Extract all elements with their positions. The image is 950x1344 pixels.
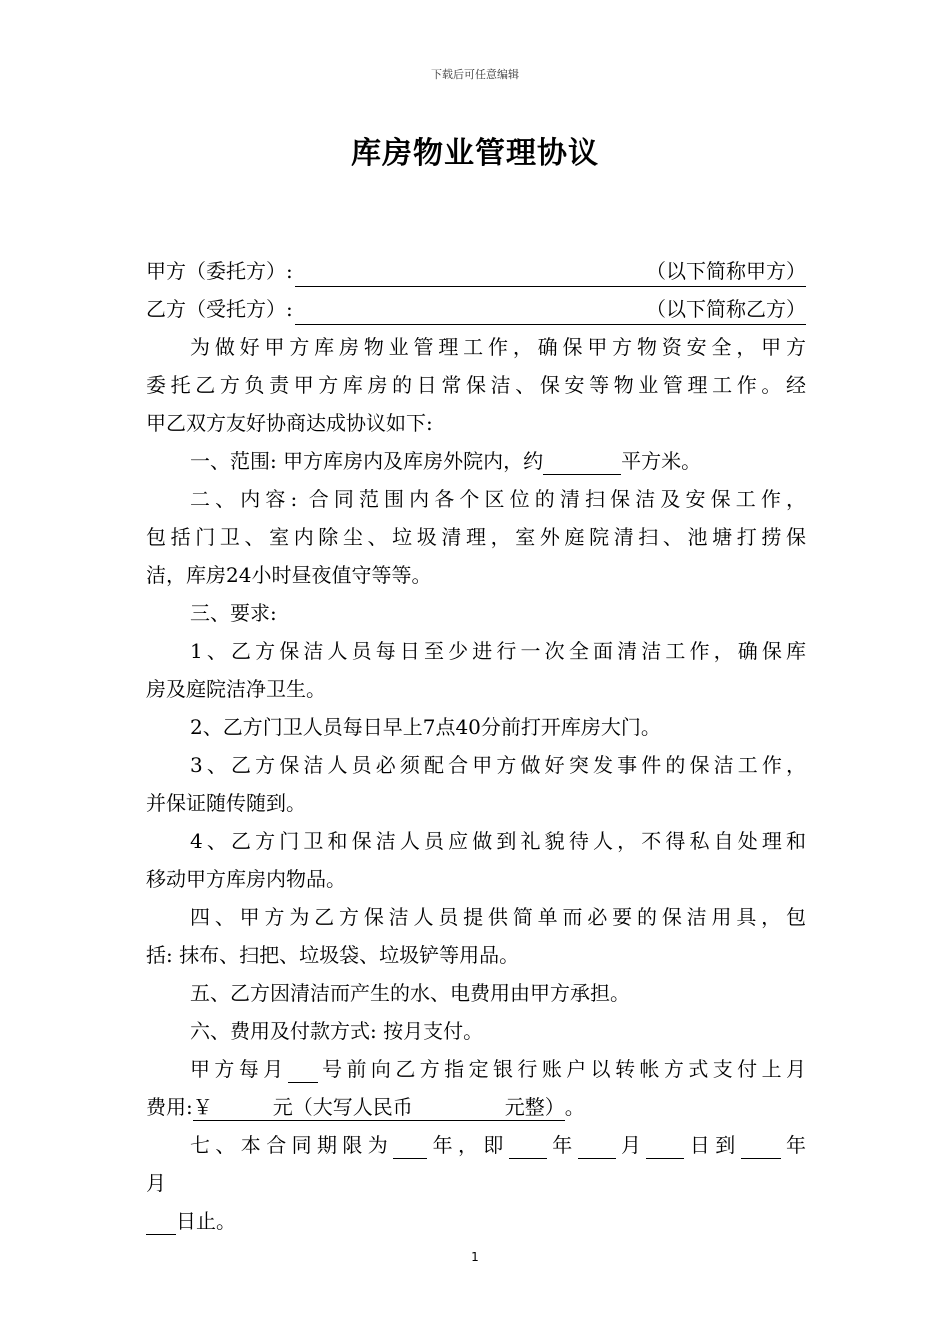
item-5-line: 五、乙方因清洁而产生的水、电费用由甲方承担。 bbox=[190, 981, 630, 1005]
document-title: 库房物业管理协议 bbox=[351, 136, 599, 171]
requirement-4-line: 移动甲方库房内物品。 bbox=[146, 867, 346, 891]
start-month-blank[interactable] bbox=[578, 1132, 616, 1159]
item-4-line: 括: 抹布、扫把、垃圾袋、垃圾铲等用品。 bbox=[146, 943, 520, 967]
item-4-line: 四、甲方为乙方保洁人员提供简单而必要的保洁用具，包 bbox=[190, 905, 806, 929]
requirement-4-line: 4、乙方门卫和保洁人员应做到礼貌待人，不得私自处理和 bbox=[190, 829, 806, 853]
term-years-blank[interactable] bbox=[393, 1132, 427, 1159]
term-t5: 日到 bbox=[684, 1133, 741, 1157]
party-a-label: 甲方（委托方）: bbox=[146, 259, 293, 283]
intro-line: 甲乙双方友好协商达成协议如下: bbox=[146, 411, 433, 435]
area-blank[interactable] bbox=[543, 448, 621, 475]
fee-line bbox=[146, 1088, 806, 1126]
item-6-line: 六、费用及付款方式: 按月支付。 bbox=[190, 1019, 484, 1043]
party-b-suffix: （以下简称乙方） bbox=[646, 297, 806, 321]
content-line: 包括门卫、室内除尘、垃圾清理，室外庭院清扫、池塘打捞保 bbox=[146, 525, 806, 549]
fee-yuan: 元（大写人民币 bbox=[272, 1095, 413, 1119]
start-day-blank[interactable] bbox=[646, 1132, 684, 1159]
end-year-blank[interactable] bbox=[741, 1132, 781, 1159]
term-t4: 月 bbox=[615, 1133, 647, 1157]
requirement-1-line: 房及庭院洁净卫生。 bbox=[146, 677, 326, 701]
term-t6: 年 bbox=[780, 1133, 807, 1157]
scope-pre: 一、范围: 甲方库房内及库房外院内，约 bbox=[190, 449, 544, 473]
fee-currency: ￥ bbox=[192, 1095, 213, 1119]
page-header: 下载后可任意编辑 bbox=[431, 68, 519, 81]
requirement-3-line: 3、乙方保洁人员必须配合甲方做好突发事件的保洁工作， bbox=[190, 753, 806, 777]
requirements-title: 三、要求: bbox=[190, 601, 277, 625]
party-a-line bbox=[146, 252, 806, 290]
requirement-1-line: 1、乙方保洁人员每日至少进行一次全面清洁工作，确保库 bbox=[190, 639, 806, 663]
start-year-blank[interactable] bbox=[509, 1132, 547, 1159]
term-t1: 七、本合同期限为 bbox=[190, 1133, 394, 1157]
term-line bbox=[146, 1126, 806, 1164]
payment-day-blank[interactable] bbox=[288, 1056, 318, 1083]
content-line: 二、内容: 合同范围内各个区位的清扫保洁及安保工作， bbox=[190, 487, 806, 511]
term-line: 月 bbox=[146, 1171, 166, 1195]
payment-post: 号前向乙方指定银行账户以转帐方式支付上月 bbox=[317, 1057, 807, 1081]
fee-yuan-full: 元整） bbox=[504, 1095, 565, 1119]
term-t2: 年，即 bbox=[427, 1133, 509, 1157]
party-b-field[interactable] bbox=[295, 294, 806, 325]
scope-line bbox=[146, 442, 806, 480]
fee-label: 费用: bbox=[146, 1095, 193, 1119]
term-t8: 日止。 bbox=[176, 1209, 236, 1233]
party-a-suffix: （以下简称甲方） bbox=[646, 259, 806, 283]
payment-pre: 甲方每月 bbox=[190, 1057, 288, 1081]
fee-field[interactable] bbox=[193, 1094, 565, 1121]
requirement-2-line: 2、乙方门卫人员每日早上7点40分前打开库房大门。 bbox=[190, 715, 661, 739]
payment-line bbox=[146, 1050, 806, 1088]
intro-line: 为做好甲方库房物业管理工作，确保甲方物资安全，甲方 bbox=[190, 335, 806, 359]
party-b-label: 乙方（受托方）: bbox=[146, 297, 293, 321]
content-line: 洁，库房24小时昼夜值守等等。 bbox=[146, 563, 432, 587]
fee-end: 。 bbox=[564, 1095, 585, 1119]
document-body bbox=[146, 252, 806, 1240]
term-t3: 年 bbox=[546, 1133, 578, 1157]
intro-line: 委托乙方负责甲方库房的日常保洁、保安等物业管理工作。经 bbox=[146, 373, 806, 397]
party-a-field[interactable] bbox=[295, 256, 806, 287]
scope-post: 平方米。 bbox=[621, 449, 702, 473]
term-line bbox=[146, 1202, 806, 1240]
page-number: 1 bbox=[471, 1250, 479, 1264]
party-b-line bbox=[146, 290, 806, 328]
requirement-3-line: 并保证随传随到。 bbox=[146, 791, 306, 815]
end-day-blank[interactable] bbox=[146, 1208, 176, 1235]
